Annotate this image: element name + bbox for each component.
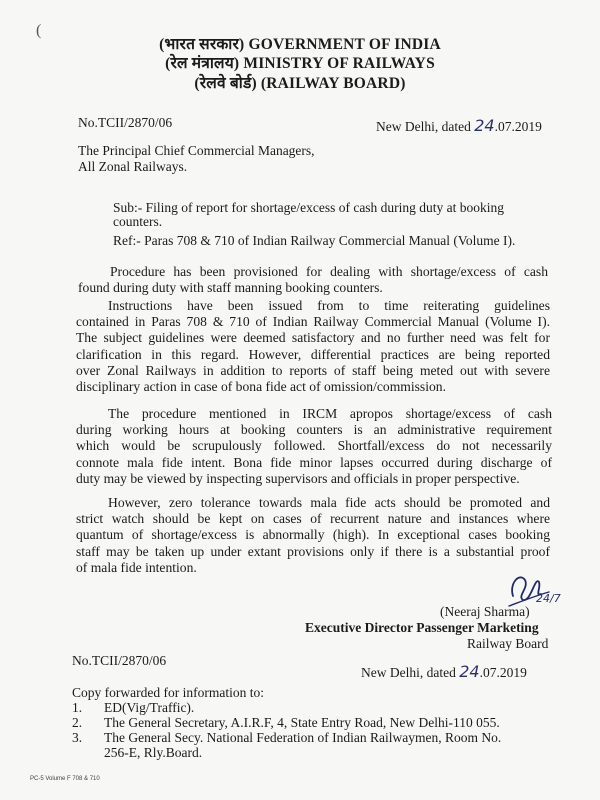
addressee-line-1: The Principal Chief Commercial Managers, (78, 143, 315, 158)
copy-item-number: 3. (72, 730, 83, 745)
footer-mark: PC-5 Volume F 708 & 710 (30, 776, 100, 782)
paragraph-2 (76, 298, 550, 395)
date-prefix: New Delhi, dated (376, 119, 471, 134)
header-hindi-govt: (भारत सरकार) (159, 36, 245, 53)
header-english-govt: GOVERNMENT OF INDIA (248, 36, 441, 53)
paragraph-line: The procedure mentioned in IRCM apropos shortage/excess of cash (108, 406, 552, 421)
copy-item-text: ED(Vig/Traffic). (104, 700, 195, 715)
copy-item-3 (72, 730, 501, 746)
reference-date (376, 118, 542, 135)
copy-item-text: The General Secy. National Federation of Indian Railwaymen, Room No. (104, 730, 502, 745)
subject-line-1: Sub:- Filing of report for shortage/excess of cash during duty at booking (113, 200, 505, 215)
paragraph-line: which would be scrupulously followed. Shortfall/excess do not necessarily (76, 438, 552, 454)
paragraph-line: disciplinary action in case of bona fide act of omission/commission. (76, 379, 446, 395)
copy-item-2 (72, 715, 500, 731)
copy-date-prefix: New Delhi, dated (361, 665, 456, 680)
copy-heading: Copy forwarded for information to: (72, 685, 264, 700)
signatory-office: Railway Board (467, 636, 549, 651)
subject-line-2: counters. (113, 214, 163, 229)
paragraph-4 (76, 495, 550, 576)
addressee-line-2: All Zonal Railways. (78, 159, 188, 174)
date-handwritten-day: 24 (474, 116, 495, 135)
paragraph-line: over Zonal Railways in addition to reports of staff being meted out with severe (76, 362, 550, 378)
paragraph-line: clarification in this regard. However, differential practices are being reported (76, 346, 550, 362)
paragraph-1 (78, 264, 548, 296)
paragraph-line: duty may be viewed by inspecting supervisors and officials in proper perspective. (76, 470, 520, 486)
reference-number: No.TCII/2870/06 (78, 115, 173, 130)
paragraph-line: found during duty with staff manning booking counters. (78, 280, 383, 296)
signature-initials-date: 24/7 (536, 592, 561, 605)
header-hindi-board: (रेलवे बोर्ड) (194, 75, 257, 92)
paragraph-line: contained in Paras 708 & 710 of Indian Railway Commercial Manual (Volume I). (76, 314, 550, 330)
paragraph-line: during working hours at booking counters is an administrative requirement (76, 422, 552, 438)
paragraph-line: of mala fide intention. (76, 559, 197, 575)
header-english-ministry: MINISTRY OF RAILWAYS (243, 55, 435, 72)
header-line-2 (0, 51, 600, 73)
header-line-3 (0, 71, 600, 93)
signatory-designation: Executive Director Passenger Marketing (305, 620, 539, 635)
copy-item-number: 2. (72, 715, 83, 730)
paragraph-line: staff may be taken up under extant provisions only if there is a substantial proof (76, 543, 550, 559)
copy-item-1 (72, 700, 194, 716)
paragraph-line: Instructions have been issued from to time reiterating guidelines (108, 298, 550, 313)
copy-reference-date (361, 664, 527, 681)
paragraph-line: connote mala fide intent. Bona fide minor lapses occurred during discharge of (76, 454, 552, 470)
corner-mark: ( (36, 22, 42, 39)
paragraph-3 (76, 406, 552, 487)
header-english-board: (RAILWAY BOARD) (260, 75, 406, 92)
date-suffix: .07.2019 (494, 119, 542, 134)
copy-item-text: The General Secretary, A.I.R.F, 4, State Entry Road, New Delhi-110 055. (104, 715, 500, 730)
signatory-name: (Neeraj Sharma) (440, 604, 530, 619)
header-hindi-ministry: (रेल मंत्रालय) (165, 55, 240, 72)
paragraph-line: However, zero tolerance towards mala fide acts should be promoted and (108, 495, 550, 510)
paragraph-line: strict watch should be kept on cases of recurrent nature and instances where (76, 511, 550, 527)
copy-date-handwritten-day: 24 (459, 662, 480, 681)
paragraph-line: The subject guidelines were deemed satisfactory and no further need was felt for (76, 330, 550, 346)
copy-date-suffix: .07.2019 (479, 665, 527, 680)
copy-item-number: 1. (72, 700, 83, 715)
paragraph-line: quantum of shortage/excess is abnormally (high). In exceptional cases booking (76, 527, 550, 543)
copy-item-3-continuation: 256-E, Rly.Board. (104, 745, 203, 760)
copy-reference-number: No.TCII/2870/06 (72, 653, 167, 668)
paragraph-line: Procedure has been provisioned for dealing with shortage/excess of cash (110, 264, 548, 279)
subject-reference: Ref:- Paras 708 & 710 of Indian Railway Commercial Manual (Volume I). (113, 233, 516, 248)
